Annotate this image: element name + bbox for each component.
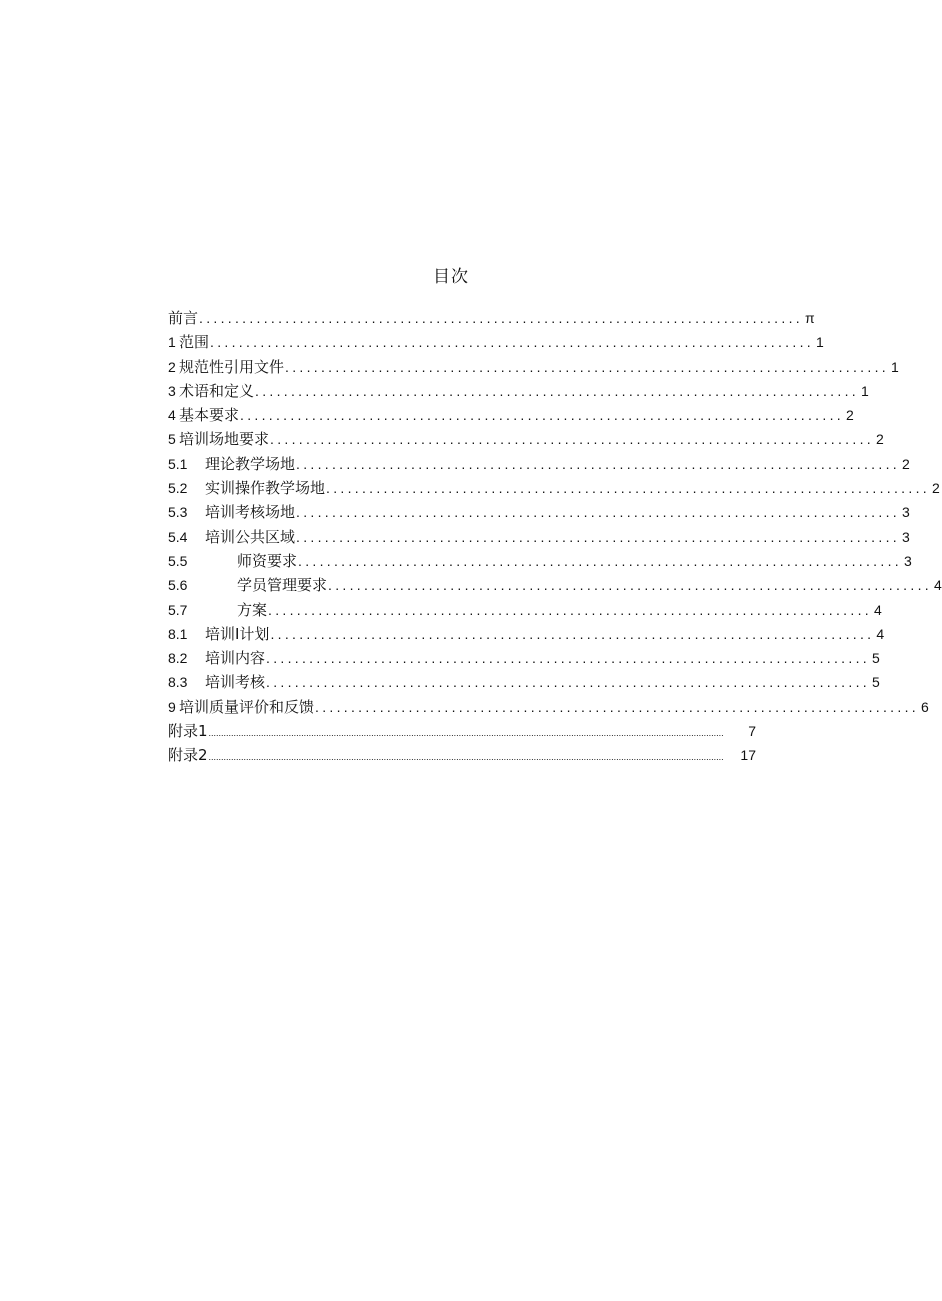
toc-entry-page: 2 xyxy=(845,407,854,424)
toc-entry[interactable] xyxy=(168,719,756,743)
toc-entry-page: π xyxy=(804,310,815,326)
toc-entry[interactable] xyxy=(168,403,854,427)
toc-entry[interactable] xyxy=(168,476,940,500)
toc-entry-page: 4 xyxy=(933,577,942,594)
toc-entry-number: 5.7 xyxy=(168,601,188,618)
toc-leader: .................................................................................... xyxy=(270,625,875,642)
toc-leader: .................................................................................... xyxy=(298,552,902,569)
toc-entry[interactable] xyxy=(168,330,824,354)
toc-entry-page: 4 xyxy=(876,625,885,642)
toc-entry[interactable] xyxy=(168,500,910,524)
toc-entry-page: 4 xyxy=(873,601,882,618)
toc-entry-label: 附录1 xyxy=(168,722,208,741)
toc-entry-number: 5.6 xyxy=(168,577,188,594)
toc-entry-label: 培训内容 xyxy=(205,649,266,668)
toc-entry[interactable] xyxy=(168,355,899,379)
toc-entry[interactable] xyxy=(168,379,869,403)
toc-entry-page: 1 xyxy=(860,382,869,399)
toc-entry-number: 8.3 xyxy=(168,674,188,691)
toc-entry[interactable] xyxy=(168,573,942,597)
toc-entry[interactable] xyxy=(168,622,885,646)
toc-entry-number: 5.5 xyxy=(168,552,188,569)
toc-entry-page: 5 xyxy=(871,650,880,667)
toc-leader: .................................................................................... xyxy=(285,358,889,375)
toc-entry-number: 5.3 xyxy=(168,504,188,521)
toc-entry-page: 6 xyxy=(920,698,929,715)
toc-leader: .................................................................................... xyxy=(266,650,870,667)
toc-entry-label: 附录2 xyxy=(168,746,208,765)
toc-entry-number: 5.1 xyxy=(168,455,188,472)
table-of-contents xyxy=(168,306,942,768)
toc-entry[interactable] xyxy=(168,743,756,767)
toc-entry-number: 4 xyxy=(168,407,176,424)
toc-entry-label: 培训考核 xyxy=(205,673,266,692)
toc-entry-number: 5 xyxy=(168,431,176,448)
toc-entry-page: 2 xyxy=(875,431,884,448)
toc-entry-number: 8.1 xyxy=(168,625,188,642)
toc-entry-page: 2 xyxy=(901,455,910,472)
toc-entry[interactable] xyxy=(168,598,882,622)
toc-entry-label: 师资要求 xyxy=(237,551,298,570)
toc-entry-page: 3 xyxy=(901,504,910,521)
toc-entry-label: 培训场地要求 xyxy=(179,430,270,449)
toc-leader: .................................................................................... xyxy=(296,528,900,545)
toc-entry-label: 培训考核场地 xyxy=(205,503,296,522)
toc-entry-page: 5 xyxy=(871,674,880,691)
toc-entry-label: 规范性引用文件 xyxy=(179,357,285,376)
toc-entry-label: 前言 xyxy=(168,309,199,327)
toc-leader: .............................................................................................................................................................................................................. xyxy=(208,728,724,739)
toc-entry[interactable] xyxy=(168,452,910,476)
toc-entry-number: 5.2 xyxy=(168,480,188,497)
toc-leader: .................................................................................... xyxy=(315,698,919,715)
toc-entry[interactable] xyxy=(168,306,815,330)
toc-entry-page: 1 xyxy=(815,334,824,351)
toc-entry-number: 3 xyxy=(168,382,176,399)
toc-entry[interactable] xyxy=(168,695,929,719)
toc-leader: .................................................................................... xyxy=(296,455,900,472)
toc-entry-label: 培训质量评价和反馈 xyxy=(179,697,315,716)
toc-entry-label: 学员管理要求 xyxy=(237,576,328,595)
toc-entry-label: 基本要求 xyxy=(179,406,240,425)
toc-entry-label: 培训公共区域 xyxy=(205,527,296,546)
toc-entry-label: 范围 xyxy=(179,333,210,352)
toc-entry-page: 7 xyxy=(748,723,756,740)
toc-leader: .............................................................................................................................................................................................................. xyxy=(208,752,724,763)
toc-entry-label: 实训操作教学场地 xyxy=(205,479,326,498)
toc-entry-page: 3 xyxy=(901,528,910,545)
toc-entry-number: 9 xyxy=(168,698,176,715)
toc-entry-page: 1 xyxy=(890,358,899,375)
toc-entry-number: 2 xyxy=(168,358,176,375)
toc-leader: .................................................................................... xyxy=(266,674,870,691)
toc-entry[interactable] xyxy=(168,646,880,670)
toc-entry-page: 2 xyxy=(931,480,940,497)
toc-entry[interactable] xyxy=(168,427,884,451)
toc-leader: .................................................................................... xyxy=(328,577,932,594)
toc-entry-number: 8.2 xyxy=(168,650,188,667)
toc-entry-label: 培训I计划 xyxy=(205,624,270,643)
toc-entry[interactable] xyxy=(168,549,912,573)
toc-entry[interactable] xyxy=(168,670,880,694)
toc-leader: .................................................................................... xyxy=(296,504,900,521)
toc-leader: .................................................................................... xyxy=(268,601,872,618)
toc-leader: .................................................................................... xyxy=(199,310,803,326)
toc-leader: .................................................................................... xyxy=(255,382,859,399)
toc-entry-page: 17 xyxy=(740,747,756,764)
toc-title: 目次 xyxy=(433,267,469,287)
toc-entry-page: 3 xyxy=(903,552,912,569)
toc-leader: .................................................................................... xyxy=(210,334,814,351)
toc-entry-number: 1 xyxy=(168,334,176,351)
toc-entry-label: 理论教学场地 xyxy=(205,454,296,473)
toc-entry-label: 方案 xyxy=(237,600,268,619)
toc-leader: .................................................................................... xyxy=(270,431,874,448)
toc-entry-label: 术语和定义 xyxy=(179,381,255,400)
toc-entry[interactable] xyxy=(168,525,910,549)
toc-leader: .................................................................................... xyxy=(240,407,844,424)
toc-entry-number: 5.4 xyxy=(168,528,188,545)
toc-leader: .................................................................................... xyxy=(326,480,930,497)
